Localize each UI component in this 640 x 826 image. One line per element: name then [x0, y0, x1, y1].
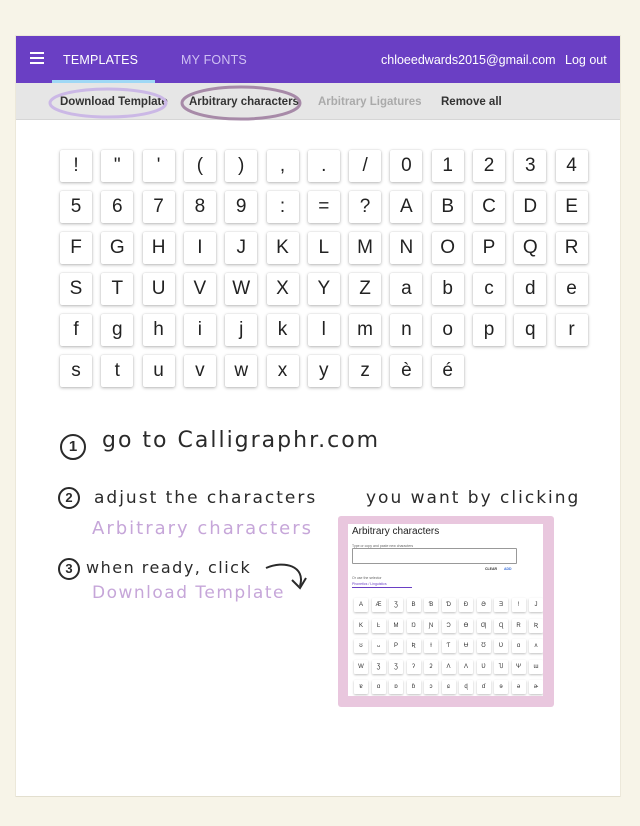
character-key[interactable]: L [308, 232, 340, 264]
dialog-character-key[interactable]: Ψ [512, 660, 526, 674]
dialog-character-key[interactable]: Ʋ [477, 660, 491, 674]
dialog-character-key[interactable]: ɑ [372, 680, 386, 694]
character-key[interactable]: 3 [514, 150, 546, 182]
dialog-character-key[interactable]: Ɔ [442, 619, 456, 633]
character-key[interactable]: g [101, 314, 133, 346]
dialog-character-key[interactable]: Ʀ [529, 619, 543, 633]
character-key[interactable]: ! [60, 150, 92, 182]
character-key[interactable]: Q [514, 232, 546, 264]
dialog-character-key[interactable]: Ƣ [477, 619, 491, 633]
dialog-character-key[interactable]: Ʉ [459, 639, 473, 653]
dialog-character-key[interactable]: ʡ [424, 660, 438, 674]
character-key[interactable]: q [514, 314, 546, 346]
character-key[interactable]: 7 [143, 191, 175, 223]
character-key[interactable]: O [432, 232, 464, 264]
character-key[interactable]: z [349, 355, 381, 387]
top-app-bar [16, 36, 620, 83]
dialog-character-key[interactable]: W [354, 660, 368, 674]
character-key[interactable]: : [267, 191, 299, 223]
character-key[interactable]: e [556, 273, 588, 305]
character-key[interactable]: C [473, 191, 505, 223]
character-key[interactable]: A [390, 191, 422, 223]
character-key[interactable]: F [60, 232, 92, 264]
dialog-character-key[interactable]: Ⴎ [494, 660, 508, 674]
dialog-character-key[interactable]: ɯ [529, 660, 543, 674]
character-key[interactable]: J [225, 232, 257, 264]
tab-my-fonts[interactable]: MY FONTS [181, 53, 247, 67]
download-template-button[interactable]: Download Template [60, 96, 168, 108]
dialog-character-key[interactable]: Ŋ [407, 619, 421, 633]
character-key[interactable]: Z [349, 273, 381, 305]
dialog-character-key[interactable]: Ɋ [494, 619, 508, 633]
dialog-character-key[interactable]: ɒ [389, 680, 403, 694]
character-key[interactable]: 4 [556, 150, 588, 182]
character-key[interactable]: 2 [473, 150, 505, 182]
highlight-oval-arbitrary [178, 84, 306, 124]
highlight-oval-download [46, 86, 170, 122]
character-key[interactable]: T [101, 273, 133, 305]
dialog-character-key[interactable]: ɐ [354, 680, 368, 694]
step-2-number: 2 [58, 487, 80, 509]
dialog-clear-button[interactable]: CLEAR [485, 567, 498, 571]
logout-button[interactable]: Log out [565, 53, 607, 67]
dialog-character-key[interactable]: Đ [459, 598, 473, 612]
arbitrary-ligatures-button[interactable]: Arbitrary Ligatures [318, 96, 422, 108]
dialog-character-key[interactable]: ƚ [424, 639, 438, 653]
step-2-highlight: Arbitrary characters [92, 518, 313, 539]
character-key[interactable]: n [390, 314, 422, 346]
character-key[interactable]: t [101, 355, 133, 387]
character-key[interactable]: f [60, 314, 92, 346]
character-key[interactable]: 5 [60, 191, 92, 223]
character-key[interactable]: / [349, 150, 381, 182]
dialog-character-key[interactable]: Ɵ [459, 619, 473, 633]
character-key[interactable]: S [60, 273, 92, 305]
dialog-input-hint: Type or copy and paste new characters [352, 544, 414, 548]
character-key[interactable]: E [556, 191, 588, 223]
character-key[interactable]: a [390, 273, 422, 305]
dialog-character-key[interactable]: ɑ [512, 639, 526, 653]
dialog-character-key[interactable]: A [354, 598, 368, 612]
dialog-character-key[interactable]: R [512, 619, 526, 633]
step-1-text: go to Calligraphr.com [102, 428, 381, 453]
step-2-text: adjust the characters [94, 488, 318, 508]
character-key[interactable]: ? [349, 191, 381, 223]
character-key[interactable]: ( [184, 150, 216, 182]
arbitrary-characters-button[interactable]: Arbitrary characters [189, 96, 299, 108]
dialog-character-key[interactable]: K [354, 619, 368, 633]
dialog-character-key[interactable]: Ŀ [372, 619, 386, 633]
dialog-character-key[interactable]: P [389, 639, 403, 653]
arbitrary-characters-dialog-preview [348, 524, 543, 696]
character-key[interactable]: . [308, 150, 340, 182]
dialog-character-key[interactable]: Ə [477, 598, 491, 612]
dialog-character-key[interactable]: Ʒ [389, 660, 403, 674]
character-key[interactable]: 8 [184, 191, 216, 223]
character-key[interactable]: m [349, 314, 381, 346]
pointer-arrow-icon [262, 560, 312, 594]
dialog-character-key[interactable]: ɗ [477, 680, 491, 694]
character-key[interactable]: b [432, 273, 464, 305]
character-key[interactable]: V [184, 273, 216, 305]
character-key[interactable]: 9 [225, 191, 257, 223]
character-key[interactable]: G [101, 232, 133, 264]
character-key[interactable]: u [143, 355, 175, 387]
dialog-character-key[interactable]: Ʌ [442, 660, 456, 674]
character-key[interactable]: W [225, 273, 257, 305]
dialog-character-input[interactable] [352, 548, 517, 564]
dialog-character-key[interactable]: Ǝ [494, 598, 508, 612]
character-key[interactable]: B [432, 191, 464, 223]
character-key[interactable]: j [225, 314, 257, 346]
character-key[interactable]: è [390, 355, 422, 387]
dialog-character-key[interactable]: Ɲ [424, 619, 438, 633]
page-bottom-divider [16, 796, 620, 797]
dialog-character-key[interactable]: M [389, 619, 403, 633]
character-key[interactable]: = [308, 191, 340, 223]
step-3-text: when ready, click [86, 558, 252, 577]
character-key[interactable]: l [308, 314, 340, 346]
dialog-character-key[interactable]: ɔ [424, 680, 438, 694]
dialog-character-key[interactable]: ə [512, 680, 526, 694]
dialog-character-key[interactable]: ɓ [407, 680, 421, 694]
character-key[interactable]: v [184, 355, 216, 387]
character-key[interactable]: P [473, 232, 505, 264]
character-key[interactable]: N [390, 232, 422, 264]
dialog-character-key[interactable]: Ɓ [424, 598, 438, 612]
dialog-character-key[interactable]: Ʊ [477, 639, 491, 653]
character-key[interactable]: , [267, 150, 299, 182]
character-key[interactable]: d [514, 273, 546, 305]
dialog-title: Arbitrary characters [352, 526, 440, 537]
dialog-character-key[interactable]: ʊ [354, 639, 368, 653]
dialog-selector-label: Or use the selector [352, 576, 382, 580]
remove-all-button[interactable]: Remove all [441, 96, 502, 108]
character-key[interactable]: p [473, 314, 505, 346]
dialog-character-key[interactable]: Ʋ [494, 639, 508, 653]
character-key[interactable]: Y [308, 273, 340, 305]
character-key[interactable]: I [184, 232, 216, 264]
character-key[interactable]: 1 [432, 150, 464, 182]
character-key[interactable]: s [60, 355, 92, 387]
character-key[interactable]: 6 [101, 191, 133, 223]
dialog-character-key[interactable]: Ƭ [442, 639, 456, 653]
dialog-character-key[interactable]: ɘ [494, 680, 508, 694]
step-2-text-continued: you want by clicking [366, 488, 581, 508]
character-key[interactable]: y [308, 355, 340, 387]
character-key[interactable]: 0 [390, 150, 422, 182]
dialog-character-key[interactable]: Ʌ [459, 660, 473, 674]
dialog-character-key[interactable]: Ʒ [389, 598, 403, 612]
character-key[interactable]: D [514, 191, 546, 223]
dialog-character-key[interactable]: ɖ [459, 680, 473, 694]
dialog-character-key[interactable]: ɕ [442, 680, 456, 694]
dialog-character-key[interactable]: ᴗ [372, 639, 386, 653]
dialog-character-key[interactable]: Ʒ [372, 660, 386, 674]
dialog-character-key[interactable]: Æ [372, 598, 386, 612]
step-3-number: 3 [58, 558, 80, 580]
dialog-character-key[interactable]: ʌ [529, 639, 543, 653]
character-key[interactable]: o [432, 314, 464, 346]
character-key[interactable]: h [143, 314, 175, 346]
dialog-selector[interactable]: Phonetics / Linguistics [352, 582, 412, 588]
dialog-character-key[interactable]: Ʀ [407, 639, 421, 653]
character-key[interactable]: ) [225, 150, 257, 182]
character-key[interactable]: H [143, 232, 175, 264]
dialog-add-button[interactable]: ADD [504, 567, 512, 571]
character-key[interactable]: c [473, 273, 505, 305]
character-key[interactable]: w [225, 355, 257, 387]
character-key[interactable]: k [267, 314, 299, 346]
character-key[interactable]: ' [143, 150, 175, 182]
tab-templates[interactable]: TEMPLATES [63, 53, 139, 67]
step-3-highlight: Download Template [92, 583, 285, 603]
character-key[interactable]: X [267, 273, 299, 305]
dialog-character-key[interactable]: ! [512, 598, 526, 612]
dialog-character-key[interactable]: Ɗ [442, 598, 456, 612]
character-key[interactable]: " [101, 150, 133, 182]
dialog-character-key[interactable]: ɚ [529, 680, 543, 694]
dialog-character-key[interactable]: J [529, 598, 543, 612]
dialog-character-key[interactable]: ʔ [407, 660, 421, 674]
step-1-number: 1 [60, 434, 86, 460]
character-key[interactable]: é [432, 355, 464, 387]
character-key[interactable]: R [556, 232, 588, 264]
hamburger-menu-icon[interactable] [30, 52, 44, 64]
character-key[interactable]: M [349, 232, 381, 264]
user-email[interactable]: chloeedwards2015@gmail.com [381, 53, 556, 67]
character-key[interactable]: r [556, 314, 588, 346]
character-key[interactable]: K [267, 232, 299, 264]
dialog-character-key[interactable]: B [407, 598, 421, 612]
character-key[interactable]: x [267, 355, 299, 387]
character-key[interactable]: U [143, 273, 175, 305]
character-key[interactable]: i [184, 314, 216, 346]
